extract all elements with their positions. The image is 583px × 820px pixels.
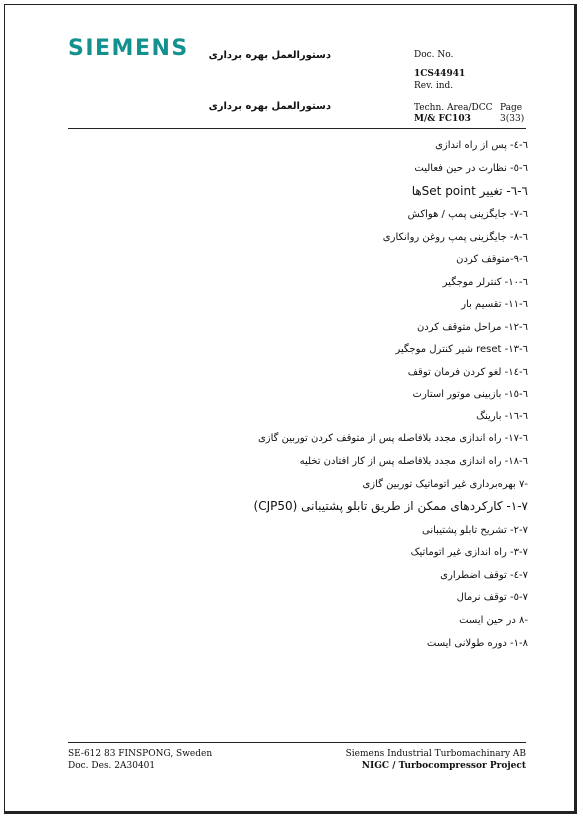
techn-area-label: Techn. Area/DCC	[414, 103, 493, 113]
toc-section: -٧ بهره‌برداری غیر اتوماتیک توربین گازی	[362, 479, 528, 490]
toc-item: ٧-٣- راه اندازی غیر اتوماتیک	[410, 547, 528, 558]
toc-item: ٦-١٨- راه اندازی مجدد بلافاصله پس از کار افتادن تخلیه	[299, 456, 528, 467]
page-value: 3(33)	[500, 114, 525, 124]
header-title-1: دستورالعمل بهره برداری	[208, 50, 331, 61]
toc-item: ٧-٢- تشریح تابلو پشتیبانی	[422, 525, 528, 536]
toc-item: ٦-٥- نظارت در حین فعالیت	[414, 163, 528, 174]
footer-address: SE-612 83 FINSPONG, Sweden	[68, 749, 213, 759]
toc-item: ٦-٩-متوقف کردن	[456, 254, 528, 265]
toc-section: -٨ در حین ایست	[459, 615, 528, 626]
toc-item: ٦-١٧- راه اندازی مجدد بلافاصله پس از متوقف کردن توربین گازی	[257, 433, 528, 444]
toc-item: ٧-٤- توقف اضطراری	[440, 570, 528, 581]
footer-company: Siemens Industrial Turbomachinary AB	[345, 749, 526, 759]
toc-item: ٦-٦- تغییر Set pointها	[411, 184, 528, 198]
toc-item: ٦-١٣- reset شیر کنترل موجگیر	[395, 344, 528, 355]
toc-item: ٦-١٢- مراحل متوقف کردن	[416, 322, 528, 333]
toc-item: ٨-١- دوره طولانی ایست	[426, 638, 528, 649]
toc-item: ٦-١١- تقسیم بار	[461, 299, 528, 310]
toc-item: ٧-١- کارکردهای ممکن از طریق تابلو پشتیبانی (CJP50)	[253, 499, 528, 513]
toc-item: ٦-٧- جایگزینی پمپ / هواکش	[407, 209, 528, 220]
footer-project: NIGC / Turbocompressor Project	[361, 761, 526, 771]
toc-item: ٦-٨- جایگزینی پمپ روغن روانکاری	[382, 232, 528, 243]
techn-area-value: M/& FC103	[414, 114, 471, 124]
doc-no-label: Doc. No.	[414, 50, 454, 60]
rev-ind-label: Rev. ind.	[414, 81, 454, 91]
header-divider	[68, 128, 526, 129]
toc-item: ٧-٥- توقف نرمال	[456, 592, 528, 603]
page-frame	[4, 4, 577, 814]
footer-doc-des: Doc. Des. 2A30401	[68, 761, 156, 771]
page-label: Page	[500, 103, 523, 113]
siemens-logo: SIEMENS	[68, 36, 189, 61]
header-title-2: دستورالعمل بهره برداری	[208, 101, 331, 112]
toc-item: ٦-١٥- بازبینی موتور استارت	[412, 389, 528, 400]
toc-item: ٦-١٦- بارینگ	[476, 411, 528, 422]
footer-divider	[68, 742, 526, 743]
doc-no-value: 1CS44941	[414, 69, 466, 79]
toc-item: ٦-٤- پس از راه اندازی	[435, 140, 528, 151]
toc-item: ٦-١٤- لغو کردن فرمان توقف	[407, 367, 528, 378]
toc-item: ٦-١٠- کنترلر موجگیر	[442, 277, 528, 288]
